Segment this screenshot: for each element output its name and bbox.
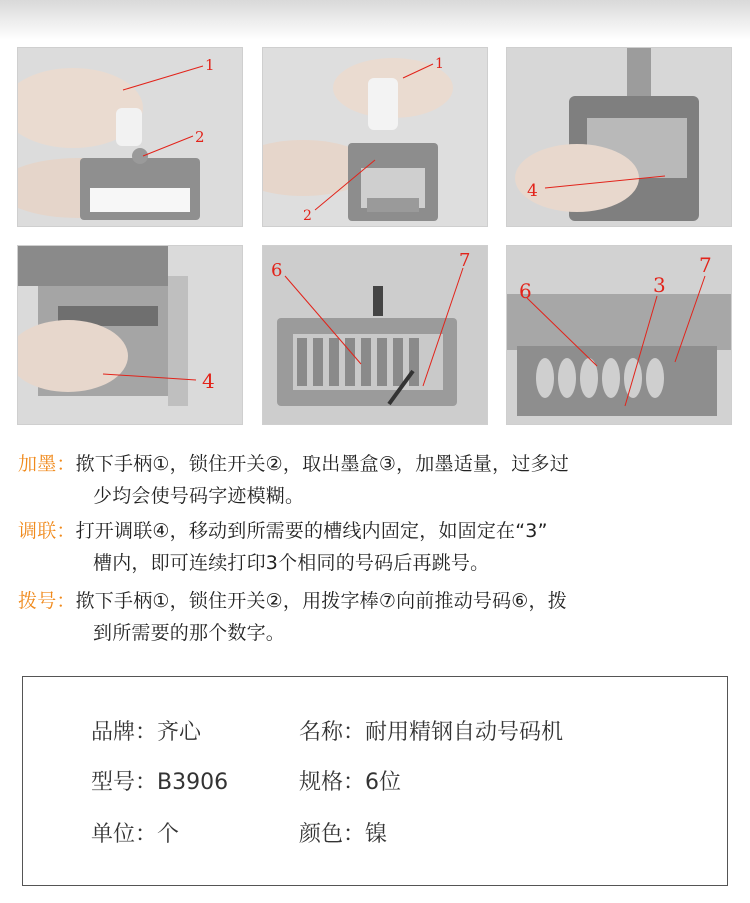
spec-unit: 单位：个 — [91, 822, 180, 847]
callout-3: 3 — [653, 273, 666, 297]
instruction-text: 揿下手柄①，锁住开关②，取出墨盒③，加墨适量，过多过 — [75, 453, 569, 475]
instruction-text-continued: 槽内，即可连续打印3个相同的号码后再跳号。 — [93, 552, 490, 574]
callout-1: 1 — [205, 56, 215, 74]
instruction-text-continued: 少均会使号码字迹模糊。 — [93, 485, 305, 507]
callout-4: 4 — [202, 369, 215, 393]
callout-6: 6 — [519, 279, 532, 303]
spec-size: 规格：6位 — [299, 770, 402, 795]
instruction-text: 打开调联④，移动到所需要的槽线内固定，如固定在“3” — [75, 520, 548, 542]
photo-adjuster — [507, 48, 731, 226]
spec-model: 型号：B3906 — [91, 770, 229, 795]
callout-4: 4 — [527, 181, 538, 201]
spec-box — [22, 676, 728, 886]
callout-2: 2 — [195, 128, 205, 146]
top-shadow — [0, 0, 750, 40]
photo-adjuster-detail — [18, 246, 242, 424]
instruction-adjust-repeat — [18, 515, 734, 579]
photo-handle-press — [18, 48, 242, 226]
callout-1: 1 — [435, 56, 444, 72]
instruction-text: 揿下手柄①，锁住开关②，用拨字棒⑦向前推动号码⑥，拨 — [75, 590, 567, 612]
instruction-label: 调联： — [18, 520, 76, 542]
instruction-add-ink — [18, 448, 734, 512]
callout-6: 6 — [271, 260, 283, 281]
spec-brand: 品牌：齐心 — [91, 720, 202, 745]
instruction-text-continued: 到所需要的那个数字。 — [93, 622, 286, 644]
spec-name: 名称：耐用精钢自动号码机 — [299, 720, 564, 745]
instruction-label: 加墨： — [18, 453, 76, 475]
callout-7: 7 — [459, 250, 471, 271]
photo-number-wheels — [263, 246, 487, 424]
photo-lock-switch — [263, 48, 487, 226]
spec-color: 颜色：镍 — [299, 822, 388, 847]
instruction-set-number — [18, 585, 734, 649]
callout-2: 2 — [303, 208, 312, 224]
photo-number-wheels-closeup — [507, 246, 731, 424]
callout-7: 7 — [699, 253, 712, 277]
instruction-label: 拨号： — [18, 590, 76, 612]
